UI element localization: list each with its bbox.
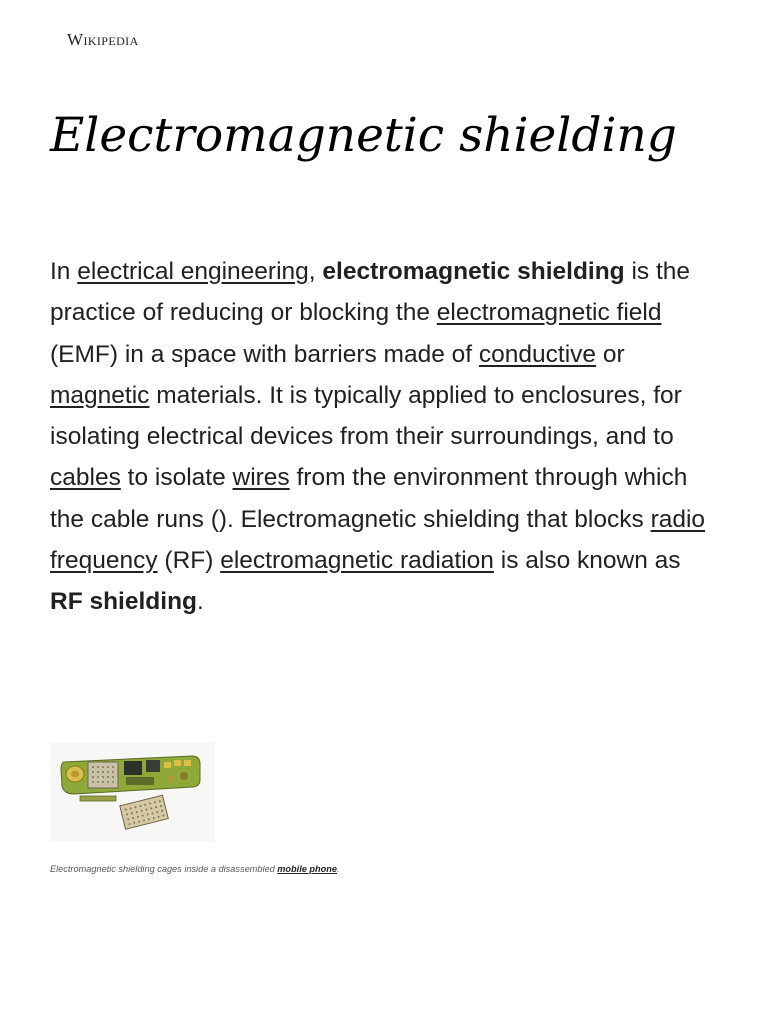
page-title: Electromagnetic shielding	[50, 108, 677, 163]
link-cables[interactable]: cables	[50, 464, 121, 492]
caption-text: Electromagnetic shielding cages inside a disassembled	[50, 864, 278, 874]
figure-caption	[50, 864, 340, 874]
lead-text: ,	[308, 258, 323, 285]
link-mobile-phone[interactable]: mobile phone	[277, 864, 337, 874]
bold-term-electromagnetic-shielding: electromagnetic shielding	[322, 258, 625, 285]
lead-text: from the environment through which the cable runs ().	[50, 464, 688, 533]
lead-text: Electromagnetic shielding that blocks	[233, 505, 651, 533]
lead-paragraph	[50, 251, 718, 623]
lead-text: is also known as	[493, 547, 681, 575]
link-electromagnetic-field[interactable]: electromagnetic field	[436, 299, 662, 327]
lead-text: In	[50, 258, 78, 285]
link-electrical-engineering[interactable]: electrical engineering	[77, 258, 309, 285]
lead-text: (EMF) in a space with barriers made of	[50, 340, 479, 368]
lead-text: is the practice of reducing or blocking the	[50, 258, 691, 327]
lead-text: .	[197, 588, 204, 616]
lead-text: materials. It is typically applied to enclosures, for isolating electrical devices from their surroundings, and to	[50, 381, 682, 451]
circuit-board-image	[50, 742, 215, 842]
lead-text: to isolate	[120, 464, 233, 492]
caption-end: .	[336, 864, 340, 874]
link-electromagnetic-radiation[interactable]: electromagnetic radiation	[220, 547, 494, 575]
link-radio-frequency[interactable]: radio frequency	[50, 505, 706, 575]
link-magnetic[interactable]: magnetic	[50, 381, 150, 409]
lead-text: (RF)	[157, 547, 221, 575]
bold-term-rf-shielding: RF shielding	[50, 588, 197, 616]
wikipedia-wordmark[interactable]: Wikipedia	[67, 30, 139, 49]
lead-text: or	[596, 340, 625, 368]
link-wires[interactable]: wires	[232, 464, 290, 492]
figure-image-mobile-phone-shielding[interactable]	[50, 742, 215, 842]
link-conductive[interactable]: conductive	[478, 340, 597, 368]
